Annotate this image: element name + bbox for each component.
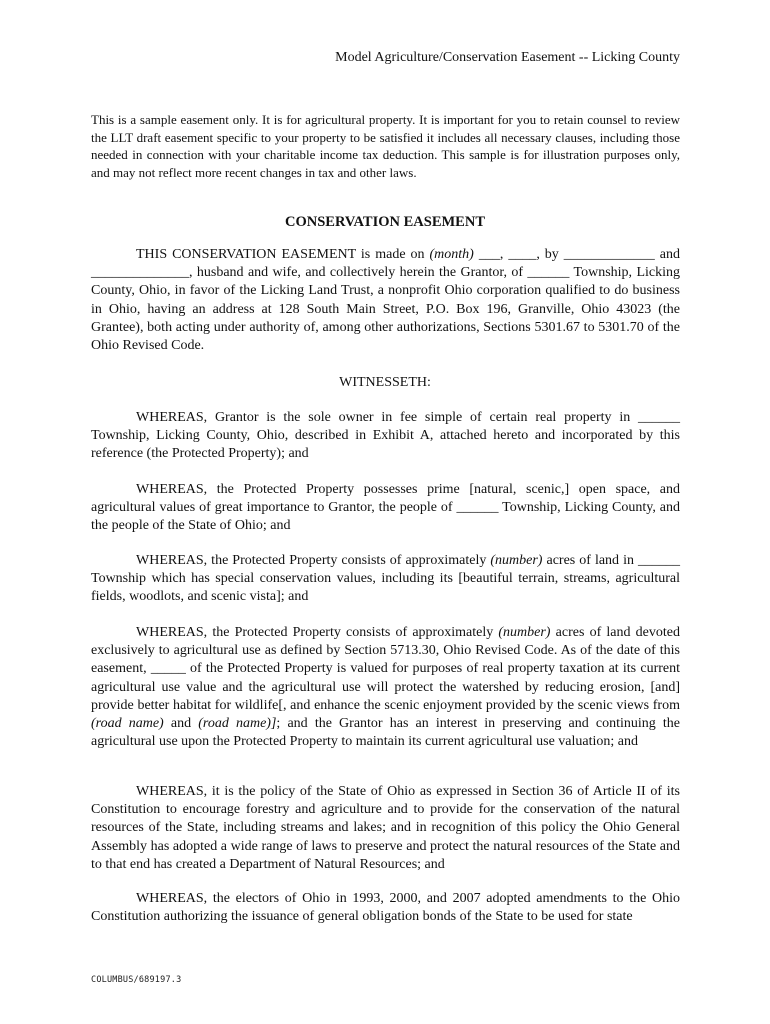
whereas-paragraph-3 xyxy=(91,552,680,607)
whereas-4-text-2: acres of land devoted exclusively to agricultural use as defined by Section 5713.30, Ohio Revised Code. As of the date of this easement, _____ of the Protected Property is valued for purposes of real property taxation at its current agricultural use value and the agricultural use will protect the watershed by reducing erosion, [and] provide better habitat for wildlife[, and enhance the scenic enjoyment provided by the scenic views from xyxy=(91,625,680,713)
whereas-paragraph-2 xyxy=(91,481,680,536)
whereas-3-text-1: WHEREAS, the Protected Property consists of approximately xyxy=(136,553,491,568)
road-name-placeholder: (road name)] xyxy=(198,716,277,732)
intro-text-1: THIS CONSERVATION EASEMENT is made on xyxy=(136,247,430,262)
whereas-4-and: and xyxy=(163,716,199,732)
whereas-6-text: WHEREAS, the electors of Ohio in 1993, 2000, and 2007 adopted amendments to the Ohio Constitution authorizing the issuance of general obligation bonds of the State to be used for state xyxy=(91,891,680,925)
whereas-4-text-1: WHEREAS, the Protected Property consists of approximately xyxy=(136,625,499,640)
whereas-2-text: WHEREAS, the Protected Property possesses prime [natural, scenic,] open space, and agricultural values of great importance to Grantor, the people of ______ Township, Licking County, and the people of the State of Ohio; and xyxy=(91,482,680,534)
witnesseth-heading: WITNESSETH: xyxy=(339,375,431,390)
whereas-paragraph-5 xyxy=(91,783,680,874)
number-placeholder: (number) xyxy=(490,553,543,568)
whereas-4-text-3: ; and the Grantor has an interest in preserving and continuing the agricultural use upon the Protected Property to maintain its current agricultural use valuation; and xyxy=(91,716,681,750)
whereas-3-text-2: acres of land in ______ Township which has special conservation values, including its [beautiful terrain, streams, agricultural fields, woodlots, and scenic vista]; and xyxy=(91,553,680,605)
month-placeholder: (month) xyxy=(429,247,474,262)
whereas-paragraph-6 xyxy=(91,890,680,926)
disclaimer-text: This is a sample easement only. It is for agricultural property. It is important for you to retain counsel to review the LLT draft easement specific to your property to be satisfied it includes all necessary clauses, including those needed in connection with your charitable income tax deduction. This sample is for illustration purposes only, and may not reflect more recent changes in tax and other laws. xyxy=(91,112,680,180)
road-name-placeholder: (road name) xyxy=(91,716,164,732)
whereas-5-text: WHEREAS, it is the policy of the State of Ohio as expressed in Section 36 of Article II of its Constitution to encourage forestry and agriculture and to provide for the conservation of the natural resources of the State, including streams and lakes; and in recognition of this policy the Ohio General Assembly has adopted a wide range of laws to preserve and protect the natural resources of the State and to that end has created a Department of Natural Resources; and xyxy=(91,784,680,872)
document-title: CONSERVATION EASEMENT xyxy=(285,214,485,230)
number-placeholder: (number) xyxy=(498,625,551,640)
page-header: Model Agriculture/Conservation Easement -- Licking County xyxy=(335,50,680,65)
document-id-footer: COLUMBUS/689197.3 xyxy=(91,975,182,985)
whereas-1-text: WHEREAS, Grantor is the sole owner in fee simple of certain real property in ______ Township, Licking County, Ohio, described in Exhibit A, attached hereto and incorporated by this reference (the Protected Property); and xyxy=(91,410,680,462)
intro-paragraph xyxy=(91,246,680,355)
intro-text-2: ___, ____, by _____________ and ______________, husband and wife, and collectively herein the Grantor, of ______ Township, Licking County, Ohio, in favor of the Licking Land Trust, a nonprofit Ohio corporation qualified to do business in Ohio, having an address at 128 South Main Street, P.O. Box 196, Granville, Ohio 43023 (the Grantee), both acting under authority of, among other authorizations, Sections 5301.67 to 5301.70 of the Ohio Revised Code. xyxy=(91,247,680,354)
whereas-paragraph-4 xyxy=(91,624,680,751)
whereas-paragraph-1 xyxy=(91,409,680,464)
